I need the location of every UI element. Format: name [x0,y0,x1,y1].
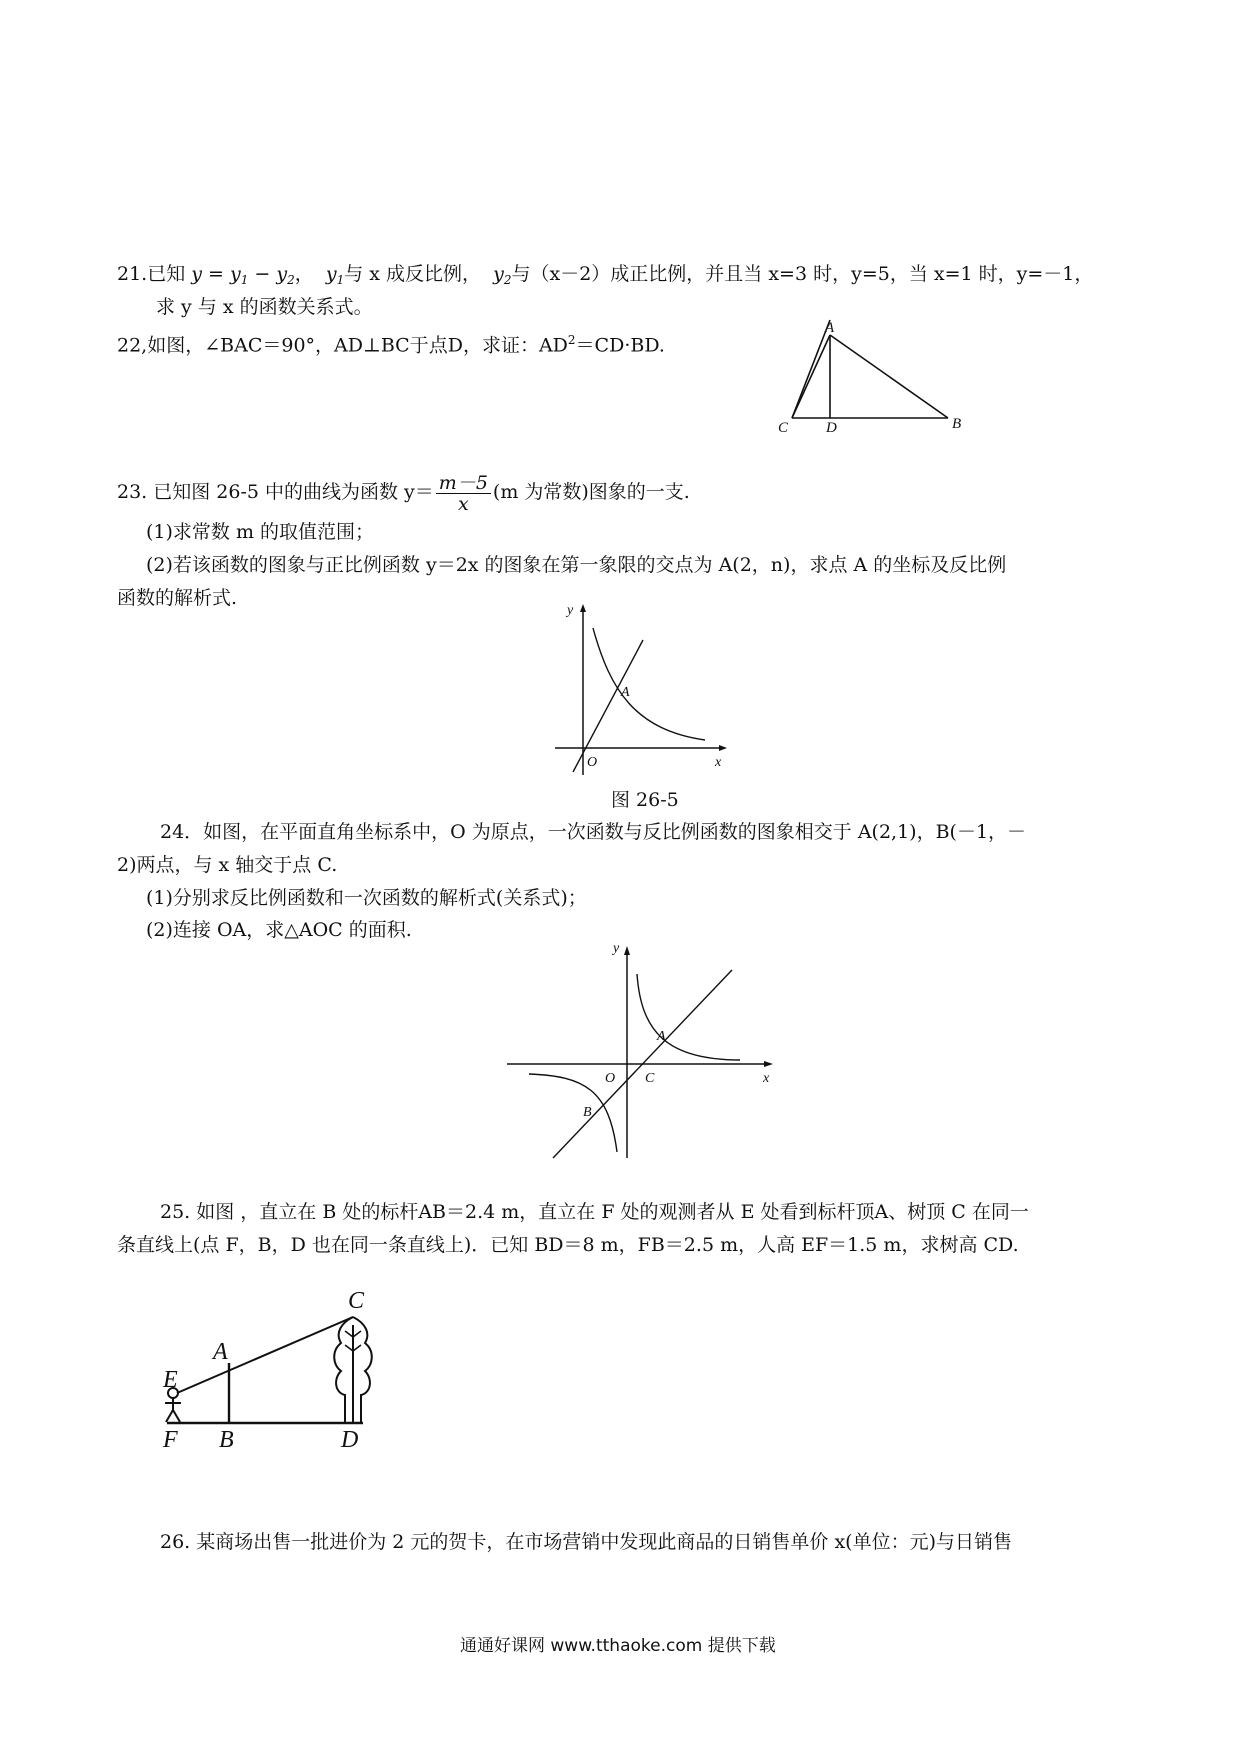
fig25-label-b: B [219,1427,234,1453]
fig24-x-arrow [764,1061,773,1067]
fig23-label-x: x [715,755,722,770]
fig25-label-d: D [341,1427,359,1453]
q21-line2: 求 y 与 x 的函数关系式。 [156,296,373,318]
fig25-label-a: A [213,1339,228,1365]
page-footer: 通通好课网 www.tthaoke.com 提供下载 [460,1636,776,1656]
q23-frac-num: m－5 [436,473,491,494]
fig25-sight-line [177,1317,353,1393]
q23-line1 [117,468,690,516]
fig25-diagram [155,1275,385,1453]
q21-y1: $y_1$ [319,263,345,287]
fig22-label-a: A [825,320,835,336]
fig22-label-d: D [826,420,837,436]
fig23-label-o: O [587,755,598,770]
fig23-x-arrow [719,745,727,751]
fig23-caption: 图 26-5 [611,789,679,811]
fig22-label-c: C [778,420,789,436]
q22-text-b: ＝CD·BD. [575,334,665,357]
fig24-label-o: O [605,1071,616,1086]
fig25-label-e: E [163,1367,178,1393]
q24-part2: (2)连接 OA，求△AOC 的面积. [146,919,412,941]
q26-line1: 26. 某商场出售一批进价为 2 元的贺卡，在市场营销中发现此商品的日销售单价 x(单位：元)与日销售 [160,1531,1013,1553]
fig23-label-y: y [567,603,574,618]
q25-line2: 条直线上(点 F，B，D 也在同一条直线上)．已知 BD＝8 m，FB＝2.5 m，人高 EF＝1.5 m，求树高 CD. [117,1234,1019,1256]
fig25-tree [334,1317,372,1423]
fig24-label-a: A [657,1029,666,1044]
fig23-graph [555,600,735,780]
q21-formula: $y = y_1 - y_2$ [191,263,295,287]
fig24-curve-q1 [637,974,740,1060]
q23-part2a: (2)若该函数的图象与正比例函数 y＝2x 的图象在第一象限的交点为 A(2，n)，求点 A 的坐标及反比例 [146,554,1007,576]
fig22-triangle [770,320,970,440]
fig25-label-f: F [163,1427,178,1453]
fig23-curve [593,628,705,740]
q23-part1: (1)求常数 m 的取值范围； [146,521,375,543]
fig23-label-a: A [621,685,630,700]
q25-line1: 25. 如图 ，直立在 B 处的标杆AB＝2.4 m，直立在 F 处的观测者从 E 处看到标杆顶A、树顶 C 在同一 [160,1201,1029,1223]
fig24-y-arrow [624,946,630,955]
q23-part2b: 函数的解析式. [117,587,238,609]
q21-sep: ， [294,263,314,285]
q23-suffix: (m 为常数)图象的一支. [492,481,690,503]
fig24-label-x: x [763,1071,770,1086]
fig23-y-arrow [580,604,586,612]
q24-part1: (1)分别求反比例函数和一次函数的解析式(关系式)； [146,887,587,909]
fig24-label-c: C [645,1071,655,1086]
q23-frac-den: x [457,492,469,515]
q21-y2: $y_2$ [487,263,512,287]
fig22-label-b: B [952,416,962,432]
fig24-label-y: y [613,941,620,956]
fig24-label-b: B [583,1105,592,1120]
fig25-person [165,1388,181,1422]
q22-text-a: 22,如图，∠BAC＝90°，AD⊥BC于点D，求证：AD [117,334,568,357]
q24-line2: 2)两点，与 x 轴交于点 C. [117,854,338,876]
q24-line1: 24．如图，在平面直角坐标系中，O 为原点，一次函数与反比例函数的图象相交于 A(2,1)，B(－1，－ [160,821,1027,843]
q21-text-c: 与（x－2）成正比例，并且当 x=3 时，y=5，当 x=1 时，y=－1， [511,263,1094,285]
q21-line1 [117,262,1093,292]
fig22-side-ab [830,335,948,418]
q21-text-b: 与 x 成反比例， [344,263,482,285]
fig24-curve-q3 [529,1074,617,1152]
fig24-graph [505,940,785,1165]
q23-fraction [436,473,491,514]
fig25-label-c: C [348,1288,365,1314]
q23-prefix: 23. 已知图 26-5 中的曲线为函数 y＝ [117,481,434,503]
q22-text: 22,如图，∠BAC＝90°，AD⊥BC于点D，求证：$AD^2=CD\cdot BD$. [117,333,665,357]
q21-prefix: 21.已知 [117,263,186,285]
